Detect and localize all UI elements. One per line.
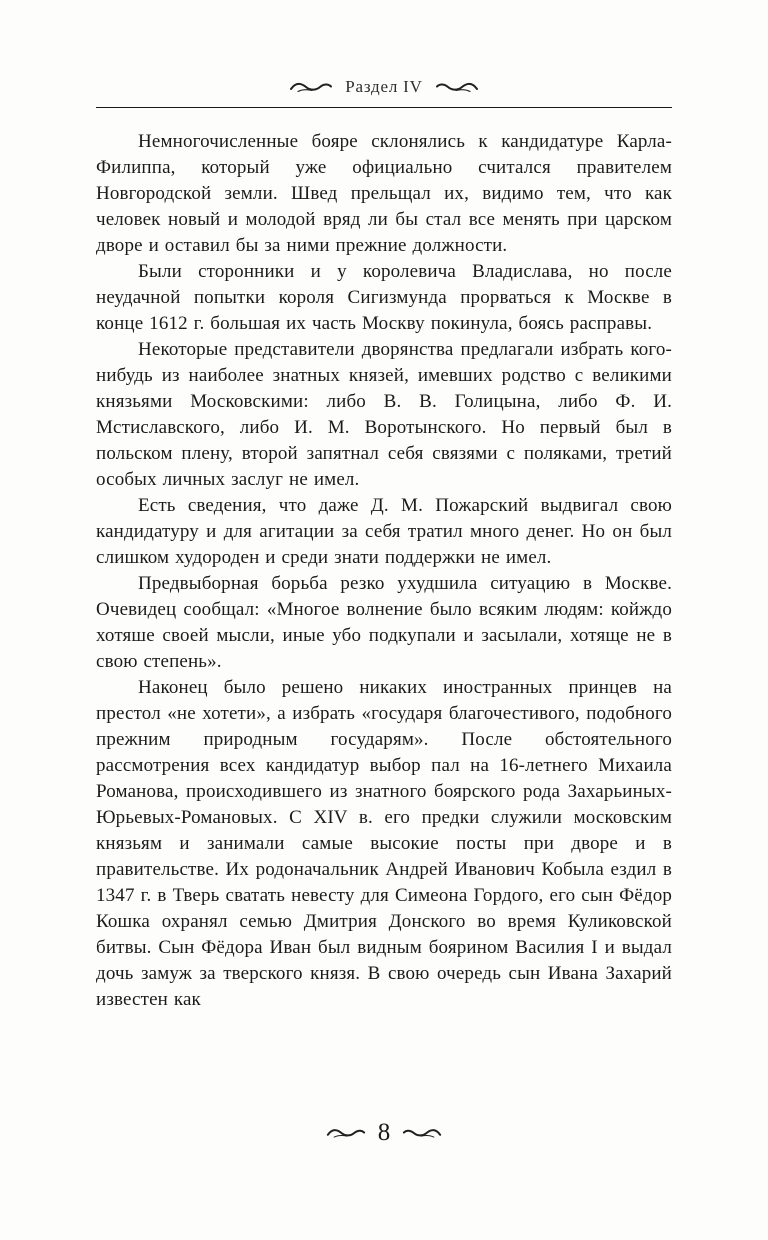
paragraph: Некоторые представители дворянства предлагали избрать кого-нибудь из наиболее знатных князей, имевших родство с великими князьями Московскими: либо В. В. Голицына, либо Ф. И. Мстиславского, либо И. М. Воротынского. Но первый был в польском плену, второй запятнал себя связями с поляками, третий особых личных заслуг не имел.	[96, 339, 672, 490]
paragraph: Наконец было решено никаких иностранных принцев на престол «не хотети», а избрать «государя благочестивого, подобного прежним природным государям». После обстоятельного рассмотрения всех кандидатур выбор пал на 16-летнего Михаила Романова, происходившего из знатного боярского рода Захарьиных-Юрьевых-Романовых. С XIV в. его предки служили московским князьям и занимали самые высокие посты при дворе и в правительстве. Их родоначальник Андрей Иванович Кобыла ездил в 1347 г. в Тверь сватать невесту для Симеона Гордого, его сын Фёдор Кошка охранял семью Дмитрия Донского во время Куликовской битвы. Сын Фёдора Иван был видным боярином Василия I и выдал дочь замуж за тверского князя. В свою очередь сын Ивана Захарий известен как	[96, 677, 672, 1010]
swash-ornament-right-icon	[402, 1126, 442, 1140]
page-header	[96, 76, 672, 98]
paragraph: Предвыборная борьба резко ухудшила ситуацию в Москве. Очевидец сообщал: «Многое волнение было всяким людям: койждо хотяше своей мысли, иные убо подкупали и засылали, хотяще не в свою степень».	[96, 573, 672, 672]
section-title: Раздел IV	[345, 77, 423, 96]
swash-ornament-left-icon	[326, 1126, 366, 1140]
header-rule	[96, 107, 672, 108]
swash-ornament-right-icon	[435, 80, 479, 94]
swash-ornament-left-icon	[289, 80, 333, 94]
paragraph: Были сторонники и у королевича Владислава, но после неудачной попытки короля Сигизмунда прорваться к Москве в конце 1612 г. большая их часть Москву покинула, боясь расправы.	[96, 261, 672, 334]
paragraph: Немногочисленные бояре склонялись к кандидатуре Карла-Филиппа, который уже официально считался правителем Новгородской земли. Швед прельщал их, видимо тем, что как человек новый и молодой вряд ли бы стал все менять при царском дворе и оставил бы за ними прежние должности.	[96, 131, 672, 256]
page-footer	[0, 1120, 768, 1145]
paragraph: Есть сведения, что даже Д. М. Пожарский выдвигал свою кандидатуру и для агитации за себя тратил много денег. Но он был слишком худороден и среди знати поддержки не имел.	[96, 495, 672, 568]
page-body-text	[96, 129, 672, 1013]
page-number: 8	[377, 1119, 391, 1146]
